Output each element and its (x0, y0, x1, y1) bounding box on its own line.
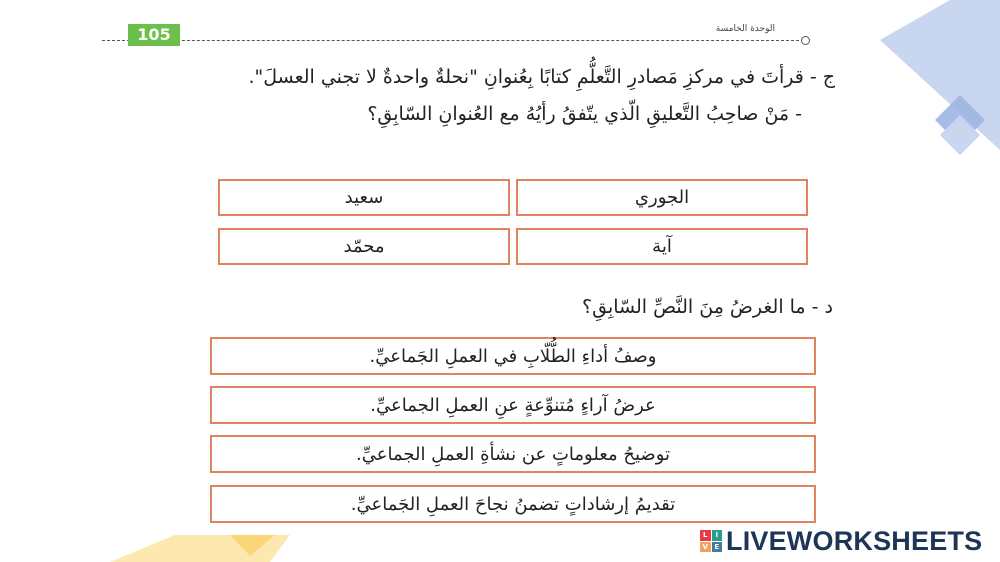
liveworksheets-brand (700, 526, 982, 556)
answer-option-mohammad[interactable]: محمّد (218, 228, 510, 265)
small-diamond (935, 95, 985, 145)
answer-option-purpose-1[interactable]: وصفُ أداءِ الطُّلّابِ في العملِ الجَماعيِّ. (210, 337, 816, 375)
small-diamond-light (940, 115, 980, 155)
answer-option-aljouri[interactable]: الجوري (516, 179, 808, 216)
logo-letter-l: L (700, 530, 711, 541)
question-c-prompt: ج - قرأتَ في مركزِ مَصادرِ التَّعلُّمِ كتابًا بِعُنوانِ "نحلةٌ واحدةٌ لا تجني العسلَ". (248, 66, 835, 88)
bottom-left-triangle-accent (230, 535, 275, 556)
top-right-diamond (880, 0, 1000, 150)
answer-option-purpose-3[interactable]: توضيحُ معلوماتٍ عن نشأةِ العملِ الجماعيِّ. (210, 435, 816, 473)
answer-option-purpose-4[interactable]: تقديمُ إرشاداتٍ تضمنُ نجاحَ العملِ الجَماعيِّ. (210, 485, 816, 523)
unit-label: الوحدة الخامسة (715, 24, 775, 34)
bottom-left-triangle (110, 535, 290, 562)
brand-name: LIVEWORKSHEETS (726, 525, 983, 556)
header-dot (801, 36, 810, 45)
question-c-subprompt: - مَنْ صاحِبُ التَّعليقِ الّذي يتّفقُ رأيُهُ مع العُنوانِ السّابِقِ؟ (367, 103, 802, 125)
logo-letter-v: V (700, 542, 711, 553)
question-d-prompt: د - ما الغرضُ مِنَ النَّصِّ السّابِقِ؟ (582, 296, 833, 318)
liveworksheets-logo-icon (700, 530, 722, 552)
page-number-badge: 105 (128, 24, 180, 46)
answer-option-aya[interactable]: آية (516, 228, 808, 265)
answer-option-purpose-2[interactable]: عرضُ آراءٍ مُتنوِّعةٍ عنِ العملِ الجماعيِّ. (210, 386, 816, 424)
logo-letter-i: I (712, 530, 723, 541)
header-dashed-line (102, 40, 804, 41)
logo-letter-e: E (712, 542, 723, 553)
answer-option-saeed[interactable]: سعيد (218, 179, 510, 216)
